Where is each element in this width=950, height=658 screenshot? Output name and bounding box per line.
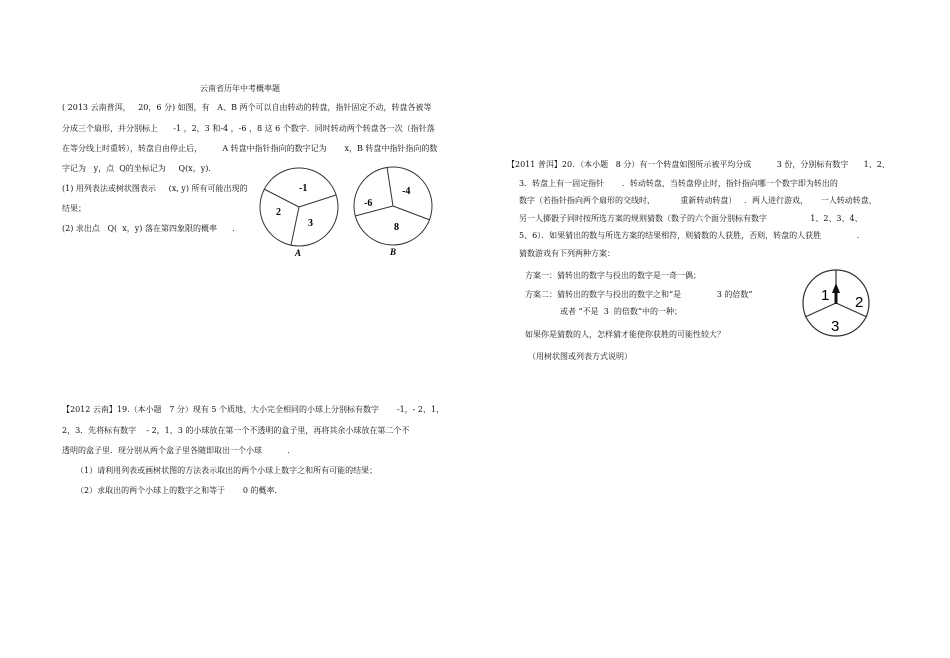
wheel-b-label: -4	[402, 186, 411, 197]
spinner-label: 3	[831, 318, 840, 335]
page-title: 云南省历年中考概率题	[200, 84, 280, 93]
wheel-a-divider	[299, 195, 336, 207]
wheel-b-caption: B	[390, 247, 397, 257]
problem-2012-line: 2，3．先将标有数字 - 2，1，3 的小球放在第一个不透明的盒子里，再将其余小球放在第二个不	[62, 426, 410, 435]
spinner-divider	[805, 303, 836, 317]
problem-2011-line: 猜数游戏有下列两种方案：	[519, 249, 615, 258]
problem-2013-line: (1) 用列表法或树状图表示 (x, y) 所有可能出现的	[62, 184, 248, 193]
wheel-a	[258, 162, 348, 262]
problem-2013-line: 结果；	[62, 204, 86, 213]
wheel-a-label: 2	[276, 207, 281, 218]
wheel-b-label: -6	[364, 198, 373, 209]
spinner-label: 2	[855, 294, 864, 311]
wheel-b-label: 8	[394, 222, 399, 233]
hint-text: （用树状图或列表方式说明）	[528, 352, 632, 361]
scheme-item: 方案二：猜转出的数字与投出的数字之和“是 3 的倍数”	[525, 290, 753, 299]
spinner-arrow-shaft	[835, 292, 838, 304]
problem-2012-line: 【2012 云南】19.（本小题 7 分）现有 5 个质地、大小完全相同的小球上分别标有数字 -1，- 2，1，	[62, 405, 445, 414]
problem-2013-line: 在等分线上时重转），转盘自由停止后， A 转盘中指针指向的数字记为 x，B 转盘中指针指向的数	[62, 144, 438, 153]
wheel-b-divider	[355, 206, 393, 216]
problem-2011-line: 5、6）．如果猜出的数与所选方案的结果相符，则猜数的人获胜，否则，转盘的人获胜 ．	[519, 231, 865, 240]
spinner	[800, 265, 880, 345]
wheel-a-divider	[291, 207, 299, 245]
wheel-b-divider	[387, 167, 393, 206]
scheme-item: 方案一：猜转出的数字与投出的数字是一奇一偶；	[525, 271, 701, 280]
wheel-a-caption: A	[295, 248, 302, 258]
problem-2011-line: 3．转盘上有一固定指针 ．转动转盘，当转盘停止时，指针指向哪一个数字即为转出的	[519, 179, 838, 188]
wheel-b	[350, 162, 440, 262]
problem-2013-line: ( 2013 云南普洱， 20，6 分) 如图，有 A、B 两个可以自由转动的转盘，指针固定不动，转盘各被等	[62, 103, 432, 112]
question-text: 如果你是猜数的人，怎样猜才能使你获胜的可能性较大？	[525, 330, 725, 339]
problem-2012-line: （1）请利用列表或画树状图的方法表示取出的两个小球上数字之和所有可能的结果；	[76, 466, 378, 475]
problem-2011-line: 另一人掷骰子同时按所选方案的规则猜数（数子的六个面分别标有数字 1、2、3、4、	[519, 214, 863, 223]
wheel-a-label: -1	[299, 183, 308, 194]
problem-2013-line: 分成三个扇形，并分别标上 -1 ，2，3 和-4 ，-6 ，8 这 6 个数字．同时转动两个转盘各一次（指针落	[62, 124, 435, 133]
problem-2011-line: 数字（若指针指向两个扇形的交线时， 重新转动转盘） ．两人进行游戏， 一人转动转盘，	[519, 196, 877, 205]
problem-2012-line: （2）求取出的两个小球上的数字之和等于 0 的概率．	[76, 486, 283, 495]
wheel-b-divider	[393, 206, 430, 220]
wheel-a-divider	[264, 189, 299, 207]
wheel-a-label: 3	[308, 218, 313, 229]
spinner-arrow-icon	[832, 283, 840, 293]
scheme-item: 或者 “不是 3 的倍数”中的一种；	[560, 307, 682, 316]
problem-2011-line: 【2011 普洱】20．（本小题 8 分）有一个转盘如图所示被平均分成 3 份，分别标有数字 1、2、	[507, 160, 890, 169]
spinner-label: 1	[821, 287, 830, 304]
problem-2013-line: 字记为 y，点 Q的坐标记为 Q(x，y)．	[62, 164, 217, 173]
problem-2013-line: (2) 求出点 Q( x，y) 落在第四象限的概率 ．	[62, 224, 241, 233]
problem-2012-line: 透明的盒子里．现分别从两个盒子里各随即取出一个小球 ．	[62, 446, 296, 455]
